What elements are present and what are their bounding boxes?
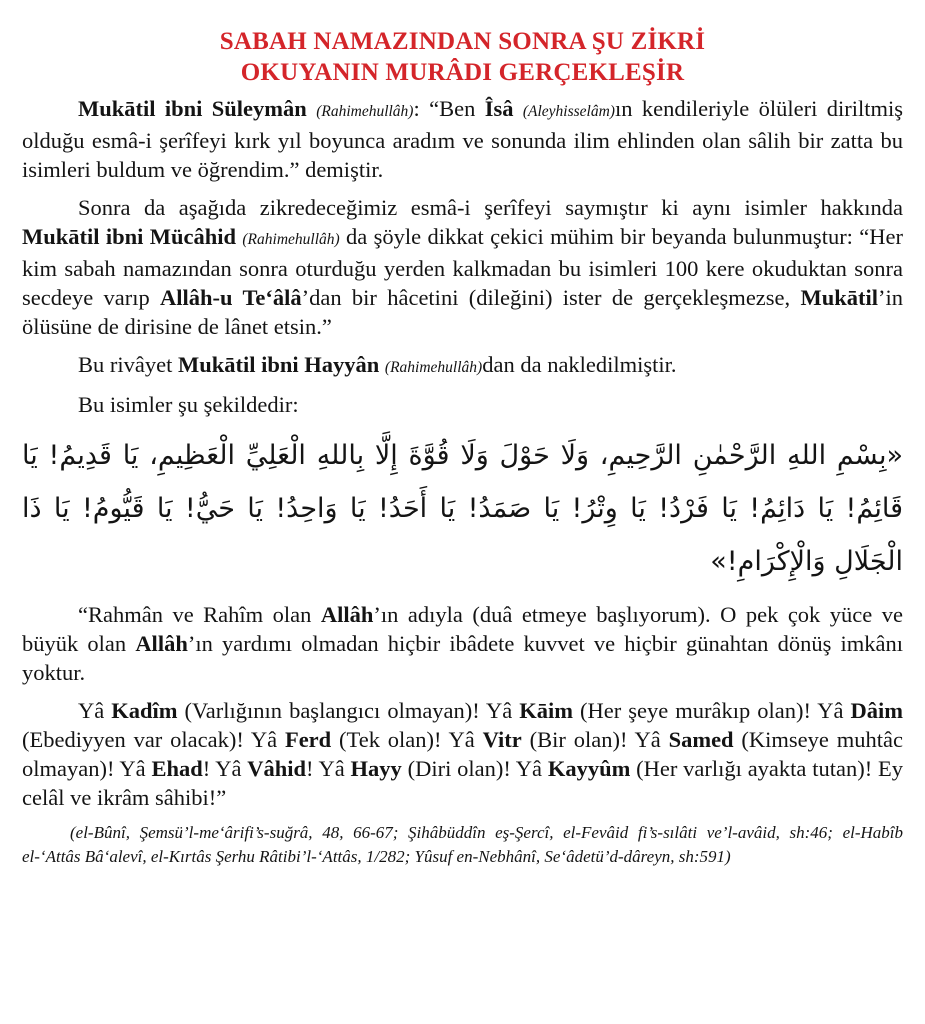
honorific: (Aleyhisselâm) bbox=[522, 103, 615, 120]
paragraph-text: dan da nakledilmiştir. bbox=[482, 352, 677, 377]
divine-name: Kayyûm bbox=[547, 756, 631, 781]
paragraph-text: (Tek olan)! Yâ bbox=[331, 727, 483, 752]
narrator-name: Mukātil ibni Süleymân bbox=[78, 96, 307, 121]
paragraph-text: (Ebediyyen var olacak)! Yâ bbox=[22, 727, 285, 752]
paragraph-6 bbox=[22, 696, 903, 812]
arabic-dua bbox=[22, 429, 903, 588]
paragraph-2 bbox=[22, 193, 903, 341]
narrator-name: Mukātil ibni Mücâhid bbox=[22, 224, 237, 249]
paragraph-text: Bu rivâyet bbox=[78, 352, 178, 377]
honorific: (Rahimehullâh) bbox=[384, 359, 483, 376]
divine-name: Kadîm bbox=[111, 698, 178, 723]
honorific: (Rahimehullâh) bbox=[242, 231, 340, 248]
divine-name: Vâhid bbox=[247, 756, 307, 781]
paragraph-text: ’ın yardımı olmadan hiçbir ibâdete kuvvet ve hiçbir günahtan dönüş imkânı yoktur. bbox=[22, 631, 903, 685]
narrator-name: Mukātil ibni Hayyân bbox=[177, 352, 380, 377]
divine-name: Samed bbox=[668, 727, 734, 752]
title-line-2: OKUYANIN MURÂDI GERÇEKLEŞİR bbox=[240, 59, 685, 86]
divine-name: Allâh-u Te‘âlâ bbox=[160, 285, 302, 310]
paragraph-text: da şöyle dikkat çekici mühim bir beyanda bulunmuştur: “Her kim sabah namazından sonra oturduğu yerden kalkmadan bu isimleri 100 kere okuduktan sonra secdeye varıp bbox=[22, 224, 904, 310]
divine-name: Vitr bbox=[482, 727, 522, 752]
paragraph-3 bbox=[22, 350, 903, 382]
paragraph-text: ’in ölüsüne de dirisine de lânet etsin.” bbox=[22, 285, 903, 339]
narrator-name: Mukātil bbox=[800, 285, 878, 310]
arabic-text: «بِسْمِ اللهِ الرَّحْمٰنِ الرَّحِيمِ، وَلَا حَوْلَ وَلَا قُوَّةَ إِلَّا بِاللهِ الْعَلِيِّ الْعَظِيمِ، يَا قَدِيمُ! يَا قَائِمُ! يَا دَائِمُ! يَا فَرْدُ! يَا وِتْرُ! يَا صَمَدُ! يَا أَحَدُ! يَا وَاحِدُ! يَا حَيُّ! يَا قَيُّومُ! يَا ذَا الْجَلَالِ وَالْإِكْرَامِ!» bbox=[22, 440, 903, 577]
article-body bbox=[22, 94, 903, 869]
divine-name: Ehad bbox=[151, 756, 203, 781]
title-line-1: SABAH NAMAZINDAN SONRA ŞU ZİKRİ bbox=[219, 28, 706, 55]
paragraph-text: Yâ bbox=[78, 698, 112, 723]
prophet-name: Îsâ bbox=[484, 96, 514, 121]
divine-name: Ferd bbox=[284, 727, 332, 752]
paragraph-text: ın kendileriyle ölüleri diriltmiş olduğu esmâ-i şerîfeyi kırk yıl boyunca aradım ve sonunda ilim ehlinden olan sâlih bir zatta bu isimleri buldum ve öğrendim.” demiştir. bbox=[22, 96, 904, 182]
divine-name: Allâh bbox=[320, 602, 374, 627]
paragraph-text: (Varlığının başlangıcı olmayan)! Yâ bbox=[177, 698, 520, 723]
divine-name: Hayy bbox=[350, 756, 402, 781]
paragraph-4: Bu isimler şu şekildedir: bbox=[78, 392, 299, 417]
paragraph-1 bbox=[22, 94, 903, 184]
paragraph-text: (Kimseye muhtâc olmayan)! Yâ bbox=[22, 727, 903, 781]
divine-name: Kāim bbox=[519, 698, 573, 723]
paragraph-text: (Diri olan)! Yâ bbox=[401, 756, 548, 781]
source-citation: (el-Bûnî, Şemsü’l-me‘ârifi’s-suğrâ, 48, 66-67; Şihâbüddîn eş-Şercî, el-Fevâid fi’s-sılâti ve’l-avâid, sh:46; el-Habîb el-‘Attâs Bâ‘alevî, el-Kırtâs Şerhu Râtibi’l-‘Attâs, 1/282; Yûsuf en-Nebhânî, Se‘âdetü’d-dâreyn, sh:591) bbox=[22, 823, 903, 866]
honorific: (Rahimehullâh) bbox=[316, 103, 414, 120]
paragraph-text: (Bir olan)! Yâ bbox=[521, 727, 669, 752]
paragraph-text: ! Yâ bbox=[306, 756, 351, 781]
paragraph-5 bbox=[22, 600, 903, 687]
paragraph-text: ! Yâ bbox=[202, 756, 248, 781]
page-title bbox=[22, 26, 903, 88]
paragraph-text: Sonra da aşağıda zikredeceğimiz esmâ-i şerîfeyi saymıştır ki aynı isimler hakkında bbox=[78, 195, 903, 220]
paragraph-text: ’dan bir hâcetini (dileğini) ister de gerçekleşmezse, bbox=[301, 285, 801, 310]
paragraph-text: (Her şeye murâkıp olan)! Yâ bbox=[573, 698, 851, 723]
paragraph-text: “Rahmân ve Rahîm olan bbox=[78, 602, 321, 627]
paragraph-text: (Her varlığı ayakta tutan)! Ey celâl ve ikrâm sâhibi!” bbox=[22, 756, 903, 810]
divine-name: Dâim bbox=[850, 698, 903, 723]
paragraph-text: : “Ben bbox=[413, 96, 485, 121]
paragraph-text: ’ın adıyla (duâ etmeye başlıyorum). O pek çok yüce ve büyük olan bbox=[22, 602, 903, 656]
divine-name: Allâh bbox=[135, 631, 188, 656]
